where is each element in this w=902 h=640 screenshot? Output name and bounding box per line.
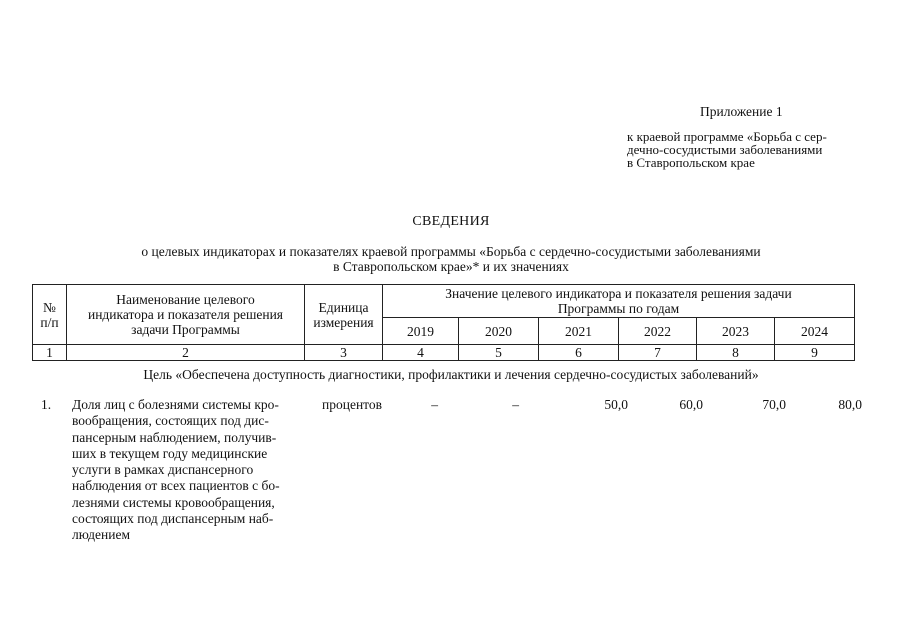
header-num-line: п/п (40, 314, 59, 330)
row-name-line: вообращения, состоящих под дис- (72, 413, 269, 429)
header-year: 2020 (459, 318, 539, 345)
column-number: 5 (459, 345, 539, 361)
header-unit-line: измерения (313, 314, 374, 330)
annex-ref-line: к краевой программе «Борьба с сер- (627, 129, 827, 144)
header-name-line: задачи Программы (131, 322, 240, 337)
row-value-2020: – (512, 397, 519, 412)
column-number: 4 (383, 345, 459, 361)
header-group-line: Значение целевого индикатора и показателя решения задачи (445, 286, 792, 301)
row-value-2021: 50,0 (604, 397, 628, 412)
row-number: 1. (41, 397, 52, 412)
header-num-line: № (43, 299, 56, 315)
header-name-line: Наименование целевого (116, 292, 255, 307)
document-title: СВЕДЕНИЯ (412, 214, 490, 229)
annex-ref-line: дечно-сосудистыми заболеваниями (627, 142, 823, 157)
subtitle-line: о целевых индикаторах и показателях краевой программы «Борьба с сердечно-сосудистыми заболеваниями (141, 244, 761, 259)
row-name-line: услуги в рамках диспансерного (72, 462, 254, 478)
header-year: 2022 (619, 318, 697, 345)
row-name-line: Доля лиц с болезнями системы кро- (72, 397, 279, 412)
header-year: 2019 (383, 318, 459, 345)
header-name-line: индикатора и показателя решения (87, 307, 284, 322)
annex-title: Приложение 1 (700, 104, 783, 119)
subtitle-line: в Ставропольском крае»* и их значениях (333, 259, 569, 274)
column-number: 6 (539, 345, 619, 361)
column-number: 7 (619, 345, 697, 361)
row-value-2019: – (431, 397, 438, 412)
row-name-line: пансерным наблюдением, получив- (72, 429, 277, 445)
column-number: 2 (67, 345, 305, 361)
row-name-line: лезнями системы кровообращения, (72, 494, 275, 510)
column-number: 3 (305, 345, 383, 361)
indicators-table-header (32, 284, 855, 361)
header-values-group (383, 285, 855, 318)
row-unit: процентов (322, 397, 383, 412)
header-name (67, 285, 305, 345)
column-number: 1 (33, 345, 67, 361)
row-name-line: людением (72, 527, 130, 543)
row-indicator-name (72, 397, 308, 544)
document-subtitle (80, 244, 822, 274)
header-year: 2024 (775, 318, 855, 345)
annex-ref-line: в Ставропольском крае (627, 155, 755, 170)
column-number: 8 (697, 345, 775, 361)
annex-reference (627, 130, 867, 169)
goal-text: Цель «Обеспечена доступность диагностики, профилактики и лечения сердечно-сосудистых заболеваний» (143, 367, 759, 382)
header-unit-line: Единица (318, 299, 369, 315)
header-group-line: Программы по годам (557, 301, 680, 316)
row-value-2022: 60,0 (679, 397, 703, 412)
header-year: 2023 (697, 318, 775, 345)
row-name-line: состоящих под диспансерным наб- (72, 511, 274, 527)
header-num (33, 285, 67, 345)
row-value-2023: 70,0 (762, 397, 786, 412)
header-unit (305, 285, 383, 345)
column-number: 9 (775, 345, 855, 361)
row-value-2024: 80,0 (838, 397, 862, 412)
row-name-line: ших в текущем году медицинские (72, 445, 268, 461)
row-name-line: наблюдения от всех пациентов с бо- (72, 478, 280, 494)
header-year: 2021 (539, 318, 619, 345)
